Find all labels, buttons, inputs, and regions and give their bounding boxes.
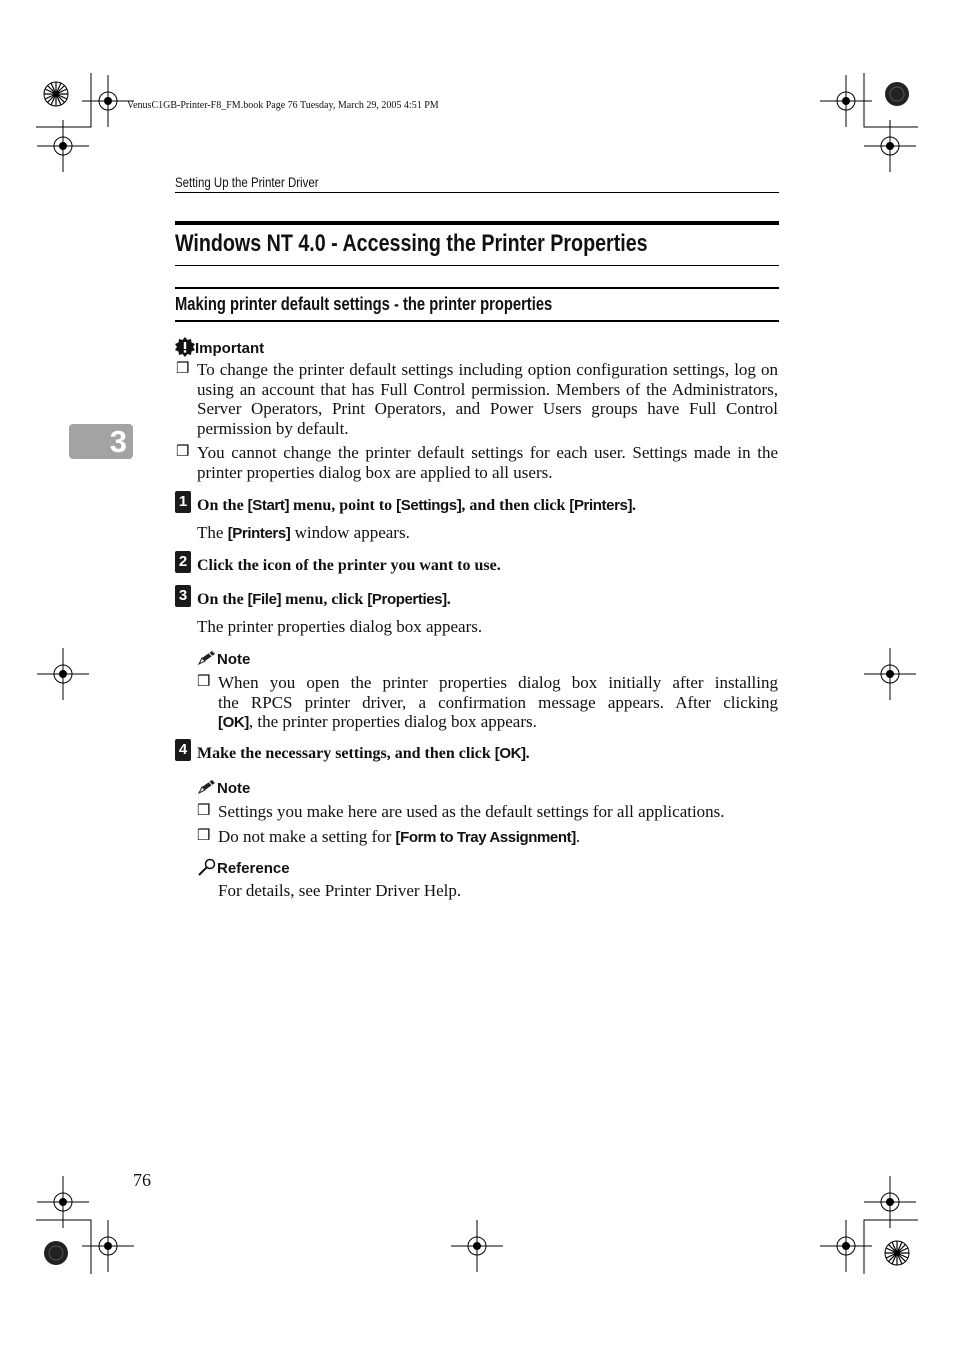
step-3-result: The printer properties dialog box appears.	[197, 617, 483, 636]
step-2-text: Click the icon of the printer you want to use.	[197, 557, 501, 574]
pencil-icon	[197, 650, 217, 666]
checkbox-bullet-icon: ❒	[176, 361, 190, 377]
chapter-tab	[69, 424, 133, 459]
section-title: Making printer default settings - the printer properties	[175, 294, 553, 314]
title-bottom-rule	[175, 265, 779, 266]
step-1-result: The [Printers] window appears.	[197, 523, 410, 542]
header-rule	[175, 192, 779, 193]
note-heading-2: Note	[197, 779, 250, 798]
step-1-text: On the [Start] menu, point to [Settings], and then click [Printers].	[197, 497, 637, 514]
magnifier-icon	[197, 858, 217, 876]
page-title: Windows NT 4.0 - Accessing the Printer Properties	[175, 230, 648, 257]
book-info-slug: VenusC1GB-Printer-F8_FM.book Page 76 Tuesday, March 29, 2005 4:51 PM	[127, 100, 439, 111]
section-top-rule	[175, 287, 779, 289]
step-number-1: 1	[175, 491, 191, 513]
checkbox-bullet-icon: ❒	[197, 803, 211, 819]
section-bottom-rule	[175, 320, 779, 322]
checkbox-bullet-icon: ❒	[197, 674, 211, 690]
step-number-4: 4	[175, 739, 191, 761]
important-list	[176, 360, 778, 488]
pencil-icon	[197, 779, 217, 795]
list-item: ❒ To change the printer default settings including option configuration settings, log on using an account that has Full Control permission. Members of the Administrators, Server Operators, Print Operators, and Power Users groups have Full Control permission by default.	[176, 360, 778, 438]
page-number: 76	[133, 1170, 151, 1190]
checkbox-bullet-icon: ❒	[176, 444, 190, 461]
running-header: Setting Up the Printer Driver	[175, 174, 319, 190]
checkbox-bullet-icon: ❒	[197, 828, 211, 844]
reference-text: For details, see Printer Driver Help.	[218, 881, 462, 900]
chapter-number: 3	[109, 424, 127, 459]
note-heading-1: Note	[197, 650, 250, 669]
step-number-2: 2	[175, 551, 191, 573]
note-1-text: ❒ When you open the printer properties dialog box initially after installing the RPCS printer driver, a confirmation message appears. After clicking [OK], the printer properties dialog box appears.	[197, 673, 778, 732]
step-number-3: 3	[175, 585, 191, 607]
list-item: ❒ You cannot change the printer default settings for each user. Settings made in the printer properties dialog box are applied to all users.	[176, 443, 778, 482]
step-3-text: On the [File] menu, click [Properties].	[197, 591, 451, 608]
note-2-item-2: ❒ Do not make a setting for [Form to Tray Assignment].	[197, 827, 581, 846]
important-heading: Important	[175, 337, 264, 358]
reference-heading: Reference	[197, 858, 290, 878]
title-top-rule	[175, 221, 779, 225]
important-icon	[175, 337, 195, 357]
step-4-text: Make the necessary settings, and then click [OK].	[197, 745, 530, 762]
note-2-item-1: ❒ Settings you make here are used as the default settings for all applications.	[197, 802, 725, 821]
